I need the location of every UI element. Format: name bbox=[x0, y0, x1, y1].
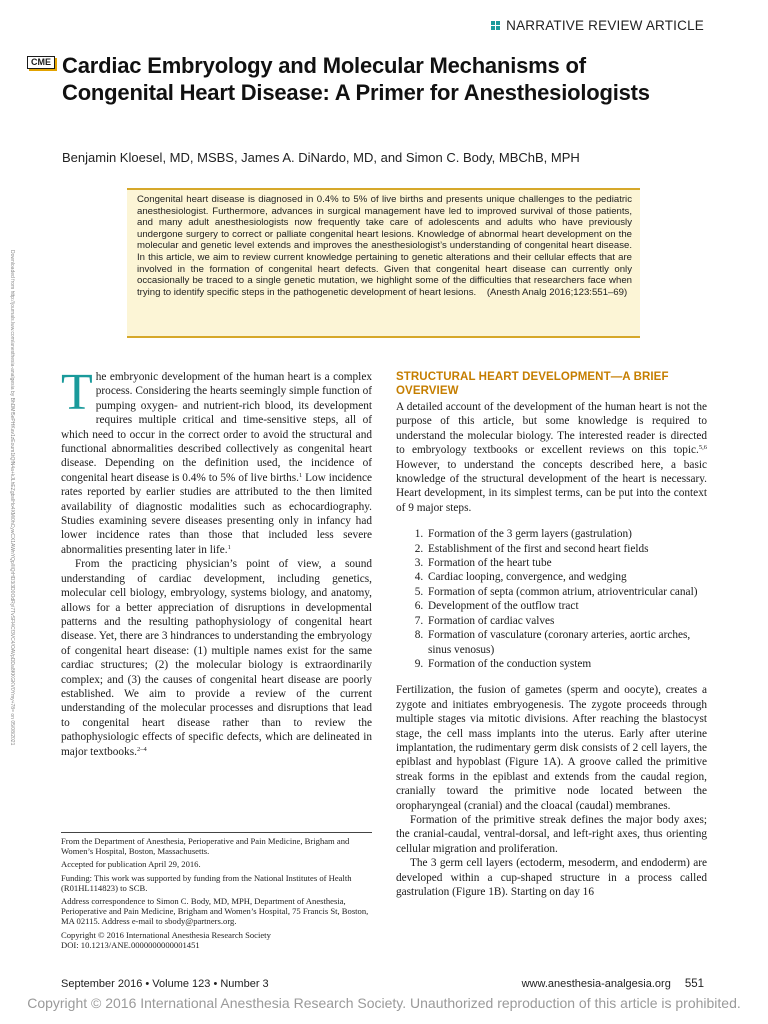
drop-cap: T bbox=[61, 364, 93, 421]
list-item: 8. Formation of vasculature (coronary arteries, aortic arches, sinus venosus) bbox=[426, 628, 707, 657]
right-column bbox=[396, 370, 707, 899]
development-steps-list bbox=[396, 527, 707, 671]
left-column bbox=[61, 364, 372, 759]
article-authors: Benjamin Kloesel, MD, MSBS, James A. DiNardo, MD, and Simon C. Body, MBChB, MPH bbox=[62, 150, 580, 165]
footer-issue: September 2016 • Volume 123 • Number 3 bbox=[61, 978, 269, 990]
section-square-icon bbox=[491, 21, 500, 30]
reference-mark: 2–4 bbox=[136, 745, 147, 753]
correspondence: Address correspondence to Simon C. Body, MD, MPH, Department of Anesthesia, Perioperative and Pain Medicine, Brigham and Women’s Hospital, 75 Francis St, Boston, MA 02115. Address e-mail to sbody@partners.org. bbox=[61, 896, 369, 927]
affiliation: From the Department of Anesthesia, Perioperative and Pain Medicine, Brigham and Women’s Hospital, Boston, Massachusetts. bbox=[61, 836, 350, 857]
affiliation-footnote bbox=[61, 832, 372, 950]
intro-paragraph-1: The embryonic development of the human heart is a complex process. Considering the hearts seemingly simple function of pumping oxygen- and nutrient-rich blood, its development requires multiple critical and time-sensitive steps, all of which need to occur in the correct order to avoid the structural and functional abnormalities described collectively as congenital heart disease. Depending on the definition used, the incidence of congenital heart disease is 0.4% to 5% of live births.$^1$ Low incidence rates reported by earlier studies are attributed to the then limited availability of diagnostic modalities such as echocardiography. Studies examining severe diseases presenting only in infancy had lower incidence rates than those that included less severe abnormalities presenting later in life.$^1$ bbox=[61, 364, 372, 556]
intro-paragraph-2: From the practicing physician’s point of view, a sound understanding of cardiac development, including genetics, molecular cell biology, embryology, systems biology, and anatomy, allows for a better appreciation of disruptions in developmental patterns and the resulting pathophysiology of congenital heart disease. Yet, there are 3 hindrances to understanding the embryology of congenital heart disease: (1) multiple names exist for the same cardiac structures; (2) the molecular biology is extraordinarily complex; and (3) the causes of congenital heart disease are poorly established. We aim to provide a review of the current understanding of the molecular processes and disruptions that lead to congenital heart disease rather than to review the pathophysiologic effects of specific defects, which are delineated in major textbooks.$^{2-4}$ bbox=[61, 558, 372, 758]
side-download-watermark: Downloaded from http://journals.lww.com/anesthesia-analgesia by BhDMf5ePHKav1zEoum1tQfN4a+kJLhEZgbsIHo4XMi0hCywCX1AWnYQp/IlQrHD3i3D0OdRyi7TvSFl4Cf3VC4/OAVpDDa8KKGKV0Ymy+78= on 05/08/2021 bbox=[9, 250, 15, 746]
reference-mark: 5,6 bbox=[698, 444, 707, 452]
list-item: 2. Establishment of the first and second heart fields bbox=[426, 542, 707, 556]
reference-mark: 1 bbox=[299, 471, 303, 479]
page-number: 551 bbox=[684, 978, 704, 990]
doi: DOI: 10.1213/ANE.0000000000001451 bbox=[61, 939, 200, 950]
abstract-text: Congenital heart disease is diagnosed in 0.4% to 5% of live births and presents unique challenges to the pediatric anesthesiologist. Furthermore, advances in surgical management have led to improved survival of those patients, and many adult anesthesiologists now frequently take care of adolescents and adults who have previously undergone surgery to correct or palliate congenital heart lesions. Knowledge of abnormal heart development on the molecular and genetic level extends and improves the anesthesiologist’s understanding of congenital heart disease. In this article, we aim to review current knowledge pertaining to genetic alterations and their cellular effects that are involved in the formation of congenital heart defects. Given that congenital heart disease can currently only occasionally be traced to a single genetic mutation, we highlight some of the difficulties that researchers face when trying to identify specific steps in the pathogenetic development of heart lesions. (Anesth Analg 2016;123:551–69) bbox=[137, 194, 632, 298]
list-item: 9. Formation of the conduction system bbox=[426, 657, 707, 671]
section-tag bbox=[491, 18, 704, 33]
list-item: 4. Cardiac looping, convergence, and wedging bbox=[426, 570, 707, 584]
section-label: NARRATIVE REVIEW ARTICLE bbox=[506, 18, 704, 33]
section-paragraph-2: Fertilization, the fusion of gametes (sperm and oocyte), creates a zygote and initiates embryogenesis. The zygote proceeds through multiple stages via mitotic divisions. After reaching the blastocyst stage, the cell mass implants into the uterus. Early after uterine implantation, the rudimentary germ disk consists of 2 cell layers, the epiblast and hypoblast (Figure 1A). A groove called the primitive streak forms in the epiblast and extends from the caudal region, cranially toward the primitive node located between the oropharyngeal (cranial) and the cloacal (caudal) membranes. bbox=[396, 684, 707, 812]
abstract-box bbox=[127, 188, 640, 338]
section-paragraph-1: A detailed account of the development of the human heart is not the purpose of this article, but some knowledge is required to understand the molecular biology. The interested reader is directed to embryology textbooks or excellent reviews on this topic.$^{5,6}$ However, to understand the concepts described here, a basic knowledge of the structural development of the heart is necessary. Heart development, in its simplest terms, can be put into the context of 9 major steps. bbox=[396, 401, 707, 514]
list-item: 3. Formation of the heart tube bbox=[426, 556, 707, 570]
copyright-line: Copyright © 2016 International Anesthesia Research Society bbox=[61, 929, 271, 940]
section-paragraph-3: Formation of the primitive streak defines the major body axes; the cranial-caudal, ventral-dorsal, and left-right axes, thus orienting cellular migration and proliferation. bbox=[396, 813, 707, 855]
copyright-banner: Copyright © 2016 International Anesthesia Research Society. Unauthorized reproduction of this article is prohibited. bbox=[27, 995, 741, 1011]
reference-mark: 1 bbox=[227, 543, 231, 551]
article-title: Cardiac Embryology and Molecular Mechanisms of Congenital Heart Disease: A Primer for Anesthesiologists bbox=[62, 53, 650, 105]
section-heading: STRUCTURAL HEART DEVELOPMENT—A BRIEF OVERVIEW bbox=[396, 371, 669, 397]
accepted-date: Accepted for publication April 29, 2016. bbox=[61, 859, 201, 870]
footer-right bbox=[522, 978, 704, 990]
section-paragraph-4: The 3 germ cell layers (ectoderm, mesoderm, and endoderm) are developed within a cup-shaped structure in a process called gastrulation (Figure 1B). Starting on day 16 bbox=[396, 857, 707, 898]
list-item: 7. Formation of cardiac valves bbox=[426, 614, 707, 628]
list-item: 1. Formation of the 3 germ layers (gastrulation) bbox=[426, 527, 707, 541]
list-item: 6. Development of the outflow tract bbox=[426, 599, 707, 613]
abstract-citation: (Anesth Analg 2016;123:551–69) bbox=[486, 286, 628, 298]
funding: Funding: This work was supported by funding from the National Institutes of Health (R01HL114823) to SCB. bbox=[61, 872, 352, 893]
footer-website[interactable]: www.anesthesia-analgesia.org bbox=[521, 978, 671, 990]
cme-badge: CME bbox=[27, 56, 55, 69]
list-item: 5. Formation of septa (common atrium, atrioventricular canal) bbox=[426, 585, 707, 599]
